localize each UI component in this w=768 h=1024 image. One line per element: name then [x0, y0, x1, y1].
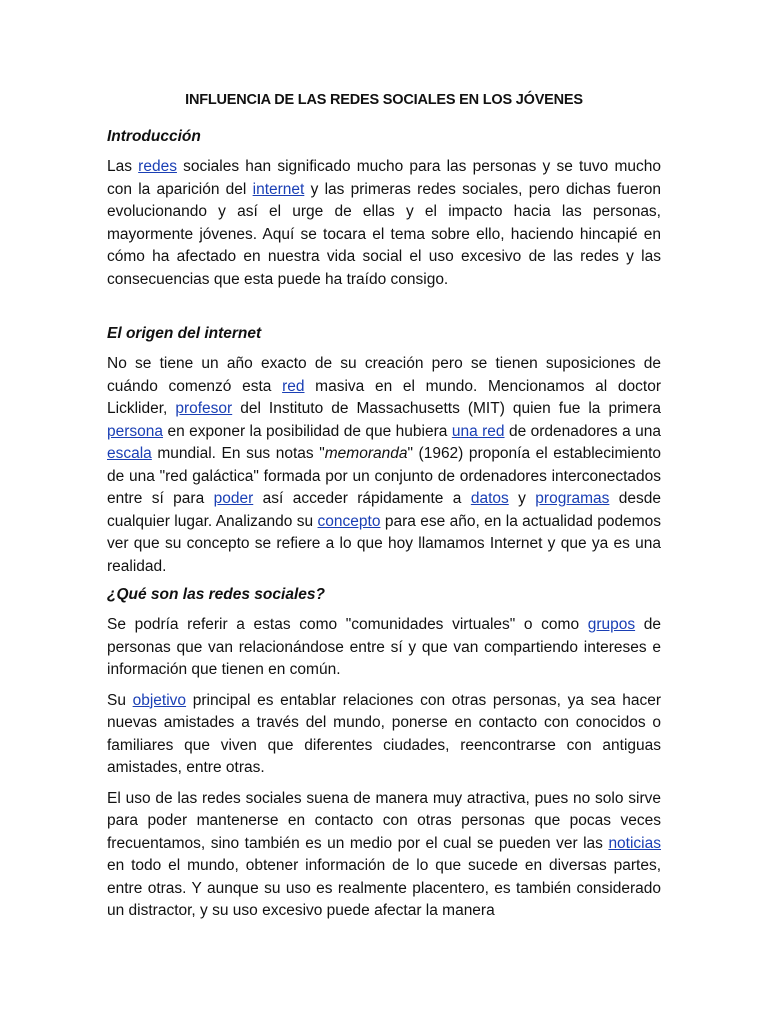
paragraph-comunidades: Se podría referir a estas como "comunidades virtuales" o como grupos de personas que van relacionándose entre sí y que van compartiendo intereses e información que tienen en común.: [107, 616, 661, 678]
paragraph-objetivo: Su objetivo principal es entablar relaciones con otras personas, ya sea hacer nuevas amistades a través del mundo, ponerse en contacto con conocidos o familiares que viven que diferentes ciudades, reencontrarse con antiguas amistades, entre otras.: [107, 691, 662, 776]
heading-que-son-redes: ¿Qué son las redes sociales?: [107, 586, 325, 603]
link-grupos[interactable]: grupos: [587, 616, 636, 633]
link-objetivo[interactable]: objetivo: [132, 691, 187, 709]
link-una-red[interactable]: una red: [451, 422, 505, 440]
link-programas[interactable]: programas: [535, 490, 610, 507]
link-concepto[interactable]: concepto: [317, 512, 381, 530]
paragraph-uso: El uso de las redes sociales suena de manera muy atractiva, pues no solo sirve para poder mantenerse en contacto con otras personas que pocas veces frecuentamos, sino también es un medio por el cual se pueden ver las noticias en todo el mundo, obtener información de lo que sucede en diversas partes, entre otras. Y aunque su uso es realmente placentero, es también considerado un distractor, y su uso excesivo puede afectar la manera: [107, 789, 661, 919]
link-noticias[interactable]: noticias: [608, 834, 661, 852]
link-escala[interactable]: escala: [107, 445, 152, 462]
paragraph-introduccion: Las redes sociales han significado mucho para las personas y se tuvo mucho con la aparición del internet y las primeras redes sociales, pero dichas fueron evolucionando y así el urge de ellas y el impacto hacia las personas, mayormente jóvenes. Aquí se tocara el tema sobre ello, haciendo hincapié en cómo ha afectado en nuestra vida social el uso excesivo de las redes y las consecuencias que esta puede ha traído consigo.: [107, 158, 661, 288]
paragraph-origen: No se tiene un año exacto de su creación pero se tienen suposiciones de cuándo comenzó esta red masiva en el mundo. Mencionamos al doctor Licklider, profesor del Instituto de Massachusetts (MIT) quien fue la primera persona en exponer la posibilidad de que hubiera una red de ordenadores a una escala mundial. En sus notas "memoranda" (1962) proponía el establecimiento de una "red galáctica" formada por un conjunto de ordenadores interconectados entre sí para poder así acceder rápidamente a datos y programas desde cualquier lugar. Analizando su concepto para ese año, en la actualidad podemos ver que su concepto se refiere a lo que hoy llamamos Internet y que ya es una realidad.: [107, 355, 662, 575]
link-poder[interactable]: poder: [213, 490, 254, 507]
link-red[interactable]: red: [282, 377, 305, 395]
link-datos[interactable]: datos: [470, 490, 509, 507]
link-persona[interactable]: persona: [107, 422, 164, 440]
link-internet[interactable]: internet: [252, 180, 305, 198]
document-title: INFLUENCIA DE LAS REDES SOCIALES EN LOS JÓVENES: [185, 92, 583, 108]
link-redes[interactable]: redes: [138, 158, 177, 175]
heading-introduccion: Introducción: [107, 128, 201, 145]
heading-origen-internet: El origen del internet: [107, 325, 262, 342]
link-profesor[interactable]: profesor: [175, 400, 233, 417]
